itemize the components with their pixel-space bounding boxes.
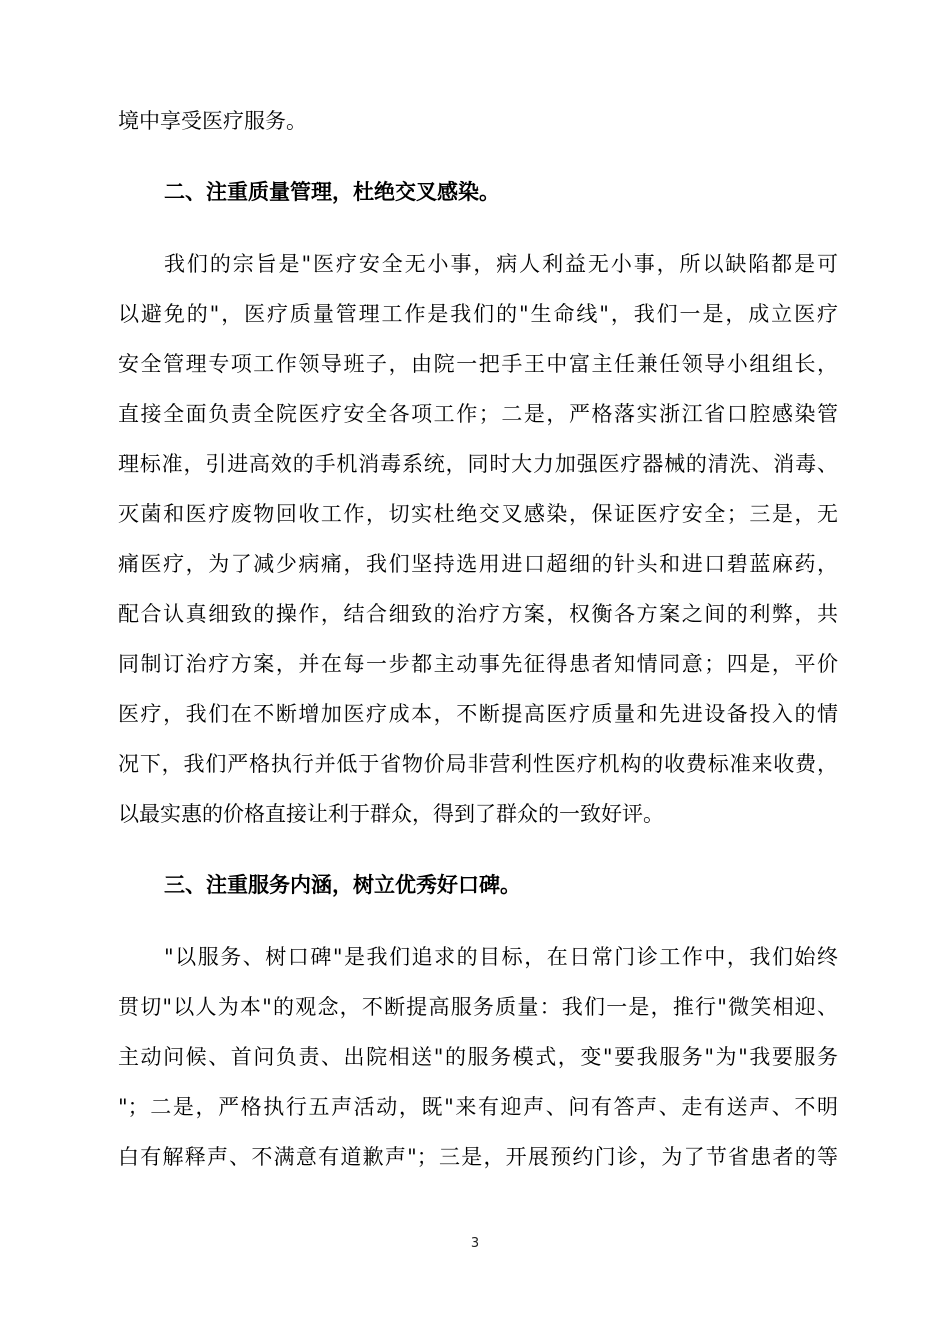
paragraph-line: "；二是，严格执行五声活动，既"来有迎声、问有答声、走有送声、不明 [118,1095,838,1119]
section-heading-2: 二、注重质量管理，杜绝交叉感染。 [164,179,500,204]
paragraph-line: 以最实惠的价格直接让利于群众，得到了群众的一致好评。 [118,802,664,826]
paragraph-line: 配合认真细致的操作，结合细致的治疗方案，权衡各方案之间的利弊，共 [118,602,838,626]
paragraph-line: 医疗，我们在不断增加医疗成本，不断提高医疗质量和先进设备投入的情 [118,702,838,726]
paragraph-line: 贯切"以人为本"的观念，不断提高服务质量：我们一是，推行"微笑相迎、 [118,995,838,1019]
section-heading-3: 三、注重服务内涵，树立优秀好口碑。 [164,872,521,897]
paragraph-line: 以避免的"，医疗质量管理工作是我们的"生命线"，我们一是，成立医疗 [118,302,838,326]
paragraph-line: 况下，我们严格执行并低于省物价局非营利性医疗机构的收费标准来收费， [118,752,838,776]
paragraph-line: 我们的宗旨是"医疗安全无小事，病人利益无小事，所以缺陷都是可 [164,252,838,276]
paragraph-line: 境中享受医疗服务。 [118,109,307,133]
page-number: 3 [470,1236,480,1251]
paragraph-line: 安全管理专项工作领导班子，由院一把手王中富主任兼任领导小组组长， [118,352,838,376]
paragraph-line: 白有解释声、不满意有道歉声"；三是，开展预约门诊，为了节省患者的等 [118,1145,838,1169]
paragraph-line: "以服务、树口碑"是我们追求的目标，在日常门诊工作中，我们始终 [164,945,838,969]
paragraph-line: 理标准，引进高效的手机消毒系统，同时大力加强医疗器械的清洗、消毒、 [118,452,838,476]
paragraph-line: 主动问候、首问负责、出院相送"的服务模式，变"要我服务"为"我要服务 [118,1045,838,1069]
paragraph-line: 直接全面负责全院医疗安全各项工作；二是，严格落实浙江省口腔感染管 [118,402,838,426]
paragraph-line: 同制订治疗方案，并在每一步都主动事先征得患者知情同意；四是，平价 [118,652,838,676]
paragraph-line: 灭菌和医疗废物回收工作，切实杜绝交叉感染，保证医疗安全；三是，无 [118,502,838,526]
paragraph-line: 痛医疗，为了减少病痛，我们坚持选用进口超细的针头和进口碧蓝麻药， [118,552,838,576]
